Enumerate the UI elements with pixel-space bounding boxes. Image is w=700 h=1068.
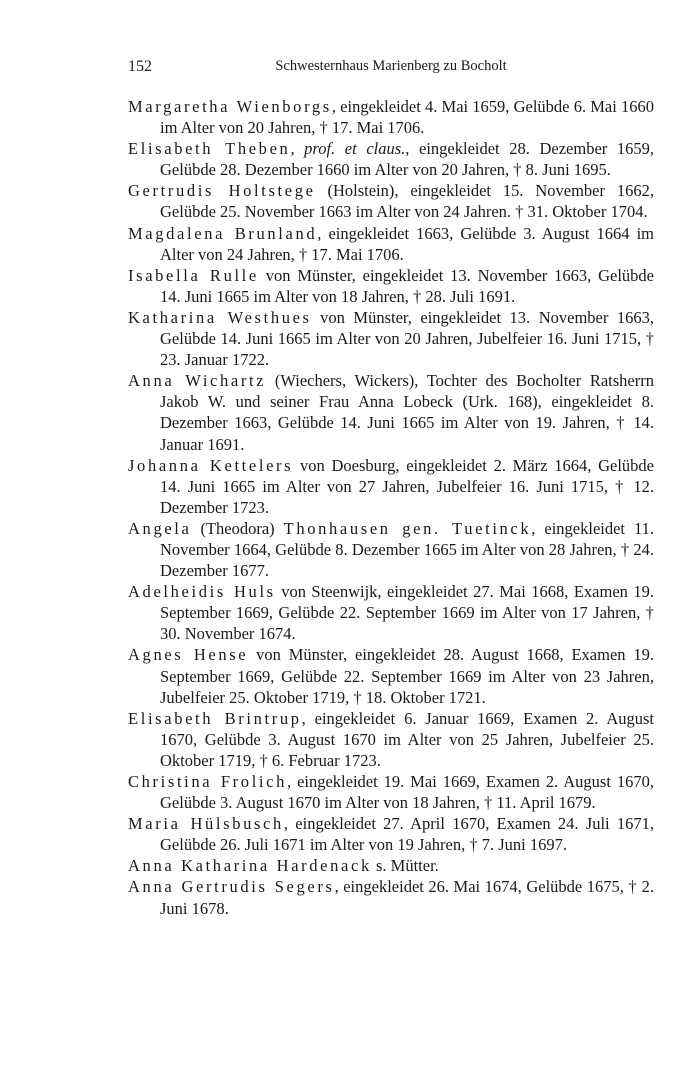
entry	[128, 581, 654, 644]
entry	[128, 180, 654, 222]
entry-name: Magdalena Brunland	[128, 223, 318, 243]
entry-name: Gertrudis Holtstege	[128, 181, 316, 201]
entry-text: , eingekleidet 6. Januar 1669, Examen 2. August 1670, Gelübde 3. August 1670 im Alter von 25 Jahren, Jubelfeier 25. Oktober 1719, † 6. Februar 1723.	[160, 708, 654, 770]
entry-name: Adelheidis Huls	[128, 582, 276, 602]
entry	[128, 771, 654, 813]
entry-name: Elisabeth Theben	[128, 139, 291, 159]
entry-text: von Münster, eingekleidet 28. August 1668, Examen 19. September 1669, Gelübde 22. September 1669 im Alter von 23 Jahren, Jubelfeier 25. Oktober 1719, † 18. Oktober 1721.	[160, 645, 654, 707]
entry-name: Angela	[128, 518, 192, 538]
page-header	[128, 58, 654, 82]
entry	[128, 644, 654, 707]
entry-name: Anna Gertrudis Segers	[128, 877, 335, 897]
entry-text: (Holstein), eingekleidet 15. November 1662, Gelübde 25. November 1663 im Alter von 24 Jahren. † 31. Oktober 1704.	[160, 181, 654, 222]
entry-name: Maria Hülsbusch	[128, 814, 284, 834]
entry-name: Thonhausen gen. Tuetinck	[283, 518, 532, 538]
entry-name: Anna Katharina Hardenack	[128, 856, 372, 876]
entry	[128, 96, 654, 138]
entry-text: von Doesburg, eingekleidet 2. März 1664, Gelübde 14. Juni 1665 im Alter von 27 Jahren, Jubelfeier 16. Juni 1715, † 12. Dezember 1723.	[160, 455, 654, 517]
page-number: 152	[128, 58, 152, 75]
entry	[128, 876, 654, 918]
entry-list	[128, 96, 654, 919]
entry-name: Katharina Westhues	[128, 307, 312, 327]
entry-text: , eingekleidet 1663, Gelübde 3. August 1664 im Alter von 24 Jahren, † 17. Mai 1706.	[160, 223, 654, 264]
entry	[128, 455, 654, 518]
entry	[128, 223, 654, 265]
running-title: Schwesternhaus Marienberg zu Bocholt	[275, 58, 507, 74]
entry-text: , eingekleidet 4. Mai 1659, Gelübde 6. Mai 1660 im Alter von 20 Jahren, † 17. Mai 1706.	[160, 97, 655, 138]
entry	[128, 307, 654, 370]
entry-text: , eingekleidet 26. Mai 1674, Gelübde 1675, † 2. Juni 1678.	[160, 877, 654, 918]
entry	[128, 370, 654, 454]
entry-text: , eingekleidet 28. Dezember 1659, Gelübde 28. Dezember 1660 im Alter von 20 Jahren, † 8. Juni 1695.	[160, 139, 655, 180]
entry	[128, 265, 654, 307]
entry-name: Anna Wichartz	[128, 371, 267, 391]
entry-text: s. Mütter.	[371, 856, 439, 876]
entry-name: Christina Frolich	[128, 772, 287, 791]
entry-text: von Münster, eingekleidet 13. November 1663, Gelübde 14. Juni 1665 im Alter von 18 Jahren, † 28. Juli 1691.	[160, 265, 654, 306]
entry-text: , eingekleidet 27. April 1670, Examen 24. Juli 1671, Gelübde 26. Juli 1671 im Alter von 19 Jahren, † 7. Juni 1697.	[160, 814, 654, 855]
entry	[128, 518, 654, 581]
entry	[128, 813, 654, 855]
entry-text: (Theodora)	[191, 518, 284, 538]
entry-italic-text: prof. et claus.	[304, 139, 406, 159]
entry	[128, 708, 654, 771]
entry-name: Isabella Rulle	[128, 265, 259, 285]
entry	[128, 855, 654, 876]
entry-text: von Steenwijk, eingekleidet 27. Mai 1668, Examen 19. September 1669, Gelübde 22. September 1669 im Alter von 17 Jahren, † 30. November 1674.	[160, 582, 654, 644]
entry-name: Margaretha Wienborgs	[128, 97, 332, 116]
entry-text: , eingekleidet 11. November 1664, Gelübde 8. Dezember 1665 im Alter von 28 Jahren, † 24. Dezember 1677.	[160, 518, 654, 581]
entry-text: von Münster, eingekleidet 13. November 1663, Gelübde 14. Juni 1665 im Alter von 20 Jahren, Jubelfeier 16. Juni 1715, † 23. Januar 1722.	[160, 307, 654, 370]
entry-text: ,	[290, 139, 305, 159]
entry-text: , eingekleidet 19. Mai 1669, Examen 2. August 1670, Gelübde 3. August 1670 im Alter von 18 Jahren, † 11. April 1679.	[160, 772, 655, 813]
entry-name: Johanna Kettelers	[128, 455, 294, 475]
entry-text: (Wiechers, Wickers), Tochter des Bocholter Ratsherrn Jakob W. und seiner Frau Anna Lobeck (Urk. 168), eingekleidet 8. Dezember 1663, Gelübde 14. Juni 1665 im Alter von 19. Jahren, † 14. Januar 1691.	[160, 371, 654, 454]
entry-name: Elisabeth Brintrup	[128, 708, 302, 728]
entry-name: Agnes Hense	[128, 645, 249, 665]
entry	[128, 138, 654, 180]
